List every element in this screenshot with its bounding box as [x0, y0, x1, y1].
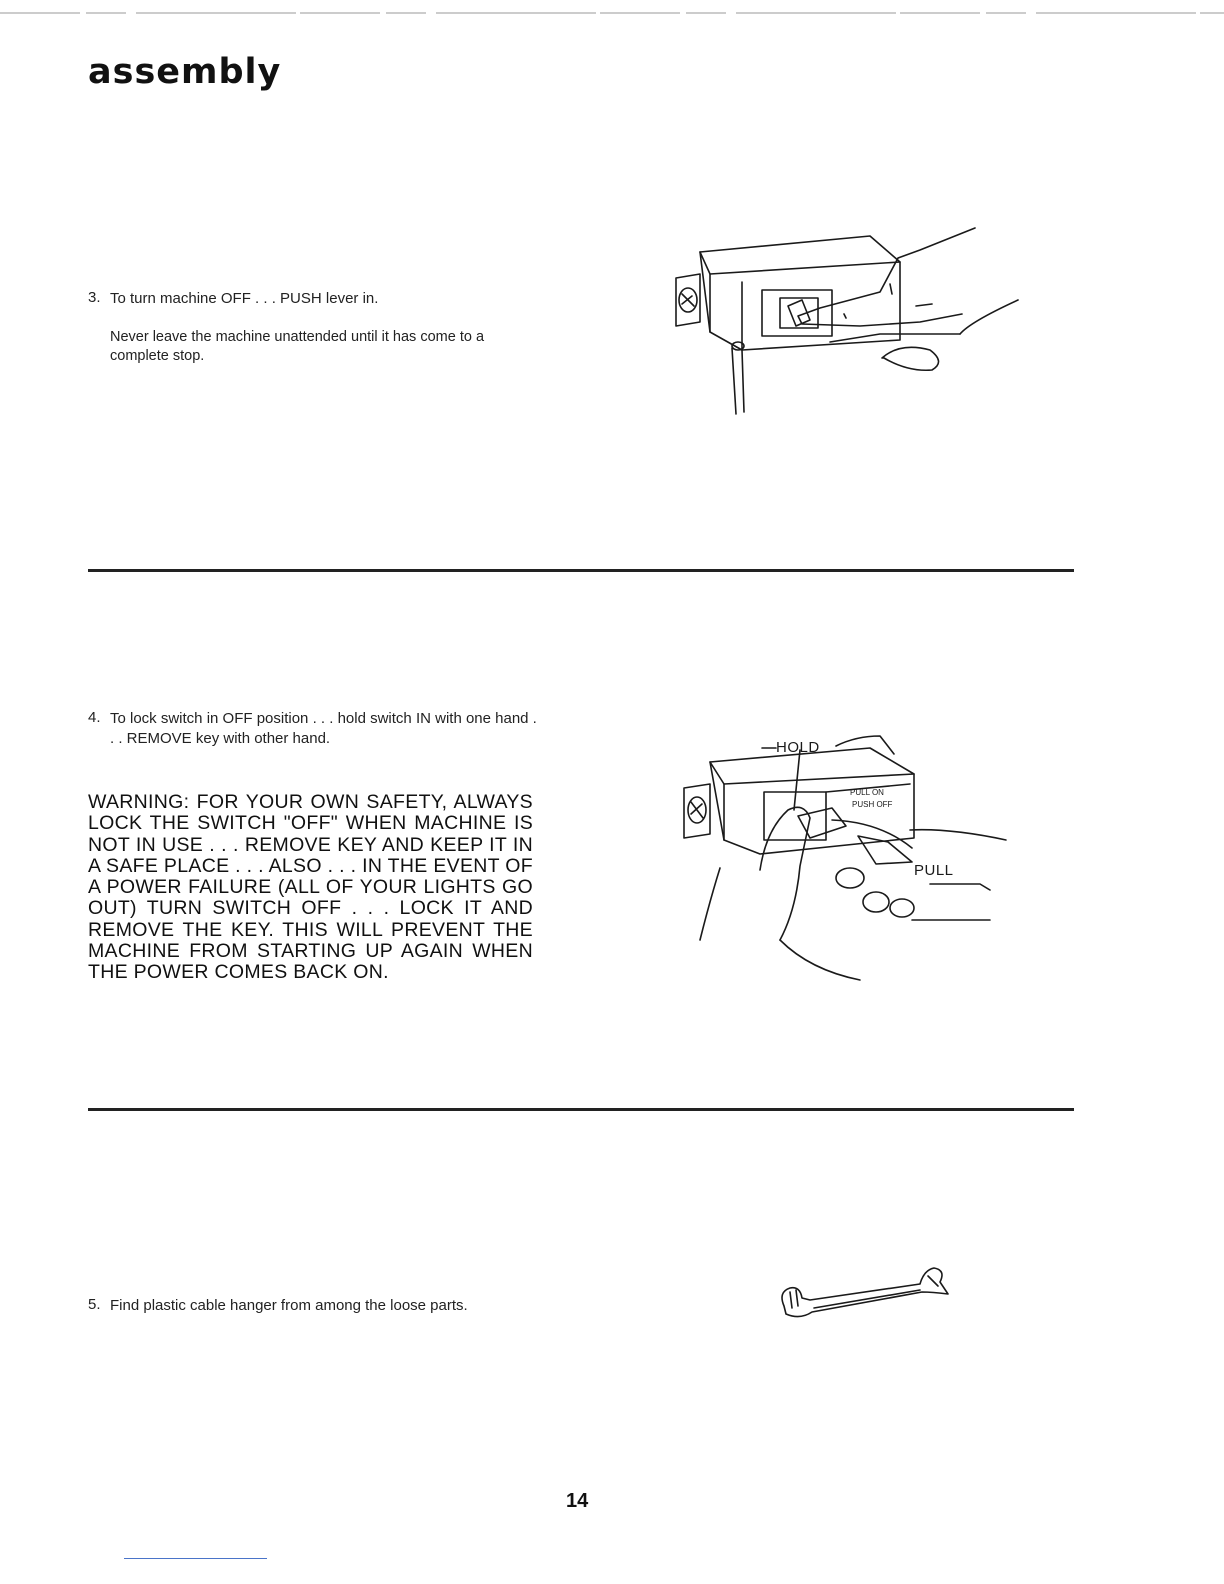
step-3-note: Never leave the machine unattended until it has come to a complete stop.: [110, 329, 485, 364]
scan-edge-line: [0, 12, 1224, 14]
switch-label-pull-on: PULL ON: [850, 788, 884, 797]
cable-hanger-illustration: [770, 1262, 950, 1326]
step-5-text: Find plastic cable hanger from among the loose parts.: [110, 1297, 468, 1314]
step-3-number: 3.: [88, 289, 101, 306]
step-4-text: To lock switch in OFF position . . . hold switch IN with one hand . . . REMOVE key with other hand.: [110, 710, 537, 747]
switch-push-off-illustration: [670, 222, 990, 422]
page-heading: assembly: [88, 52, 282, 92]
hold-label: HOLD: [776, 739, 820, 756]
safety-warning: WARNING: FOR YOUR OWN SAFETY, ALWAYS LOCK THE SWITCH "OFF" WHEN MACHINE IS NOT IN USE . . . REMOVE KEY AND KEEP IT IN A SAFE PLACE . . . ALSO . . . IN THE EVENT OF A POWER FAILURE (ALL OF YOUR LIGHTS GO OUT) TURN SWITCH OFF . . . LOCK IT AND REMOVE THE KEY. THIS WILL PREVENT THE MACHINE FROM STARTING UP AGAIN WHEN THE POWER COMES BACK ON.: [88, 791, 533, 984]
page-number: 14: [566, 1490, 589, 1512]
step-3-text: To turn machine OFF . . . PUSH lever in.: [110, 290, 379, 307]
footer-link-line: [124, 1558, 267, 1559]
switch-label-push-off: PUSH OFF: [852, 800, 893, 809]
switch-lock-key-illustration: [680, 730, 1010, 990]
step-5-number: 5.: [88, 1296, 101, 1313]
pull-label: PULL: [914, 862, 954, 879]
section-divider-1: [88, 569, 1074, 572]
step-4-number: 4.: [88, 709, 101, 726]
section-divider-2: [88, 1108, 1074, 1111]
